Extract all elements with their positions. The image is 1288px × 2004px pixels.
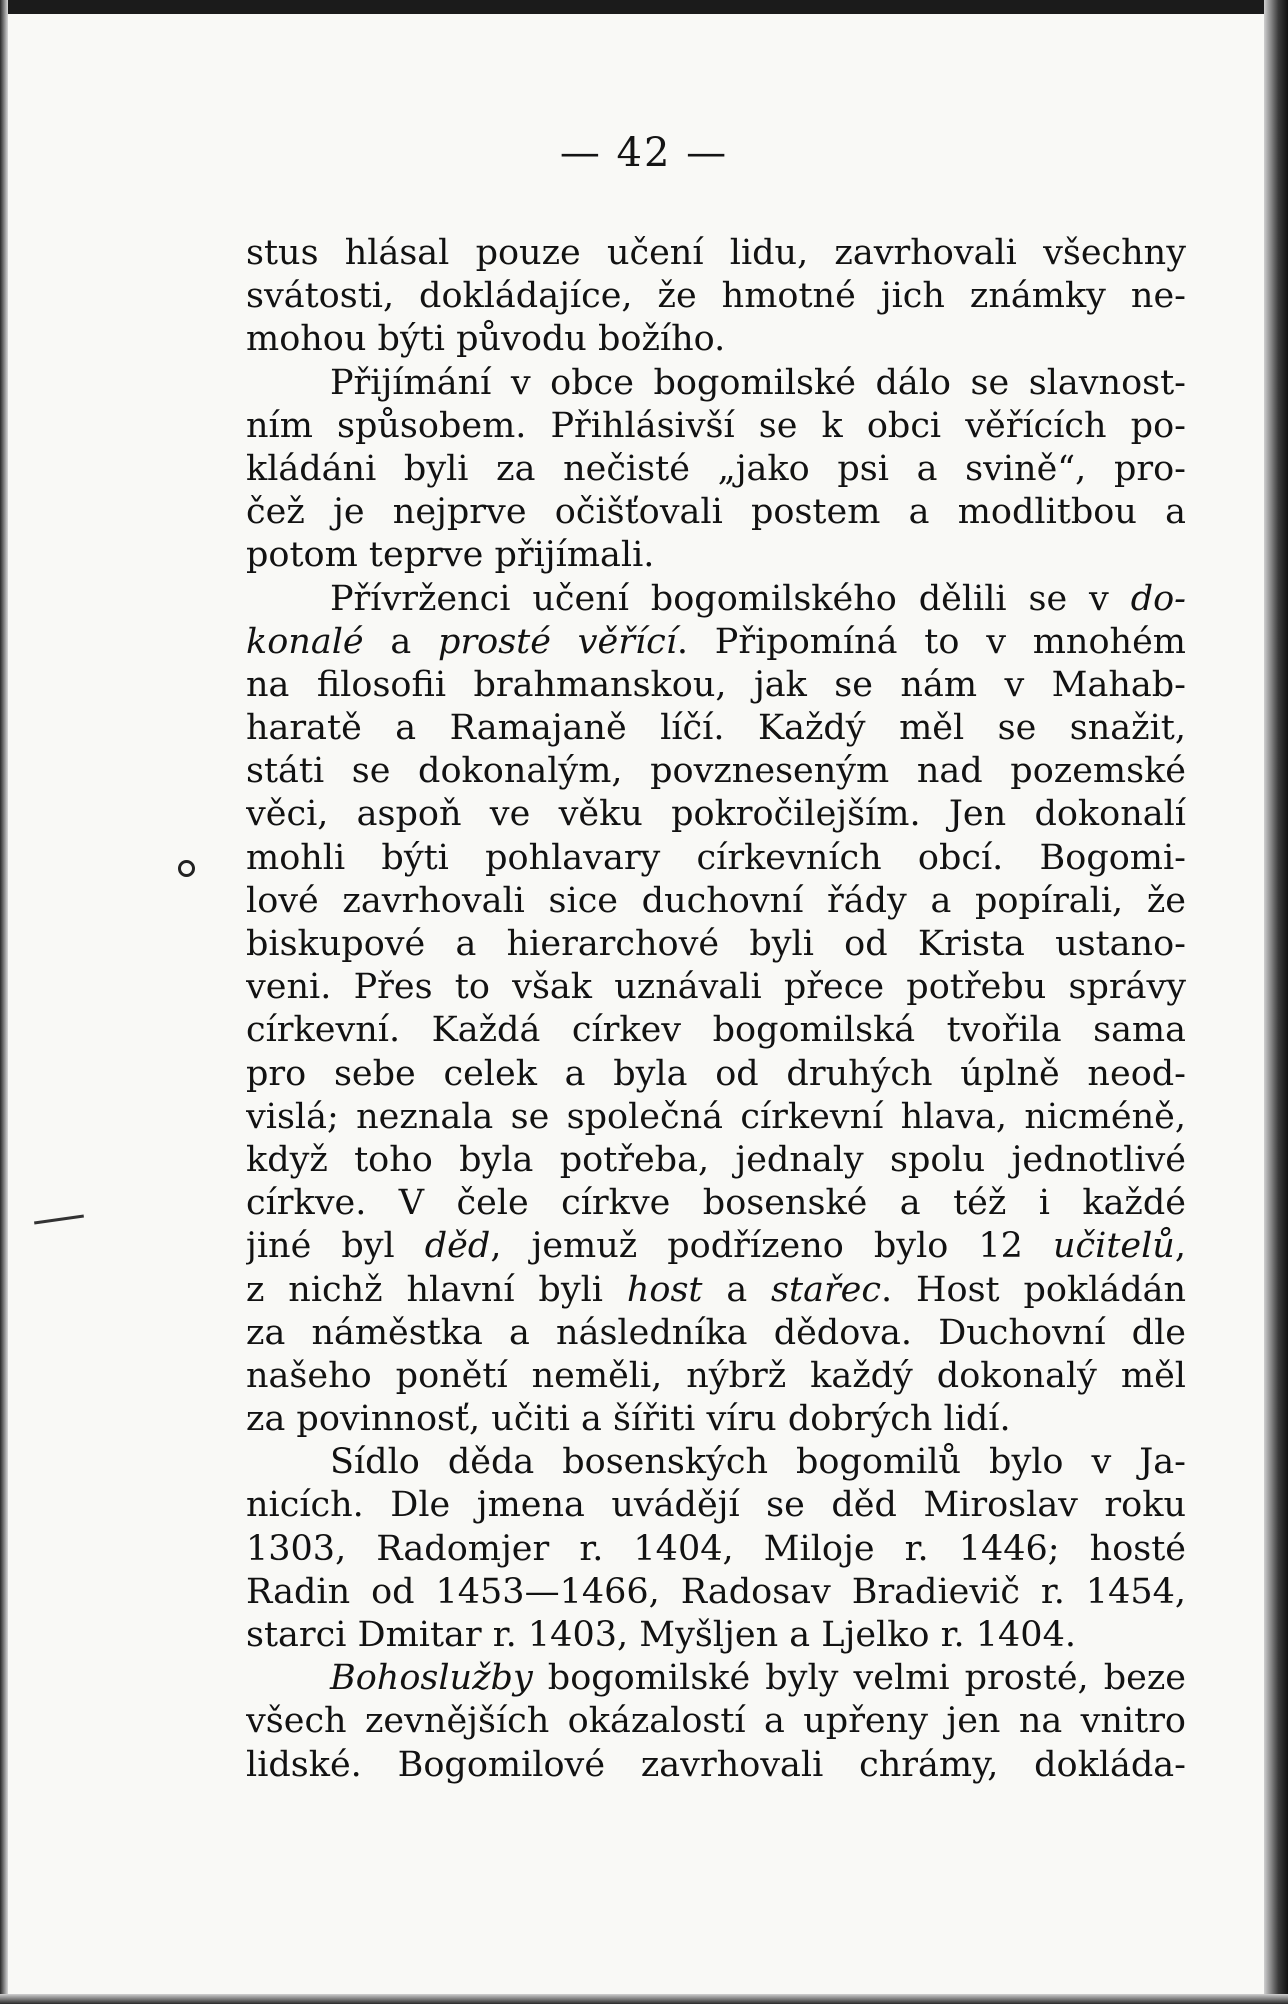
- italic-term: děd: [424, 1226, 491, 1267]
- margin-mark-circle: [178, 860, 195, 877]
- scan-edge-left: [0, 0, 8, 2004]
- text-line: za náměstka a následníka dědova. Duchovní dle: [246, 1312, 1186, 1353]
- text-line: lidské. Bogomilové zavrhovali chrámy, dokláda-: [246, 1744, 1186, 1785]
- text-line: vislá; neznala se společná církevní hlava, nicméně,: [246, 1096, 1186, 1137]
- body-text: [246, 232, 1186, 1787]
- italic-term: Bohoslužby: [330, 1658, 533, 1699]
- text-line: 1303, Radomjer r. 1404, Miloje r. 1446; hosté: [246, 1528, 1186, 1569]
- text-line: z nichž hlavní byli host a stařec. Host pokládán: [246, 1269, 1186, 1310]
- text-line: konalé a prosté věřící. Připomíná to v mnohém: [246, 621, 1186, 662]
- text-line: když toho byla potřeba, jednaly spolu jednotlivé: [246, 1139, 1186, 1180]
- text-line: starci Dmitar r. 1403, Myšljen a Ljelko r. 1404.: [246, 1615, 1076, 1655]
- text-line: církevní. Každá církev bogomilská tvořila sama: [246, 1010, 1186, 1051]
- margin-mark-dash: [34, 1215, 84, 1225]
- text-line: církve. V čele církve bosenské a též i každé: [246, 1183, 1186, 1224]
- text-line: věci, aspoň ve věku pokročilejším. Jen dokonalí: [246, 794, 1186, 835]
- text-line: mohou býti původu božího.: [246, 319, 726, 360]
- text-line: za povinnosť, učiti a šířiti víru dobrých lidí.: [246, 1399, 1011, 1440]
- text-line: našeho ponětí neměli, nýbrž každý dokonalý měl: [246, 1355, 1186, 1396]
- scan-edge-bottom: [0, 1994, 1288, 2004]
- text-line: mohli býti pohlavary církevních obcí. Bogomi-: [246, 837, 1186, 878]
- text-line: Sídlo děda bosenských bogomilů bylo v Ja-: [330, 1442, 1186, 1483]
- scan-edge-top: [0, 0, 1288, 14]
- text-line: biskupové a hierarchové byli od Krista ustano-: [246, 924, 1186, 964]
- text-line: pro sebe celek a byla od druhých úplně neod-: [246, 1053, 1186, 1094]
- text-line: veni. Přes to však uznávali přece potřebu správy: [246, 967, 1186, 1008]
- text-line: čež je nejprve očišťovali postem a modlitbou a: [246, 492, 1186, 533]
- text-line: Přijímání v obce bogomilské dálo se slavnost-: [330, 362, 1186, 403]
- text-line: Přívrženci učení bogomilského dělili se v do-: [330, 578, 1186, 619]
- italic-term: prosté věřící: [438, 621, 677, 662]
- text-line: všech zevnějších okázalostí a upřeny jen na vnitro: [246, 1701, 1186, 1742]
- text-line: státi se dokonalým, povzneseným nad pozemské: [246, 751, 1186, 792]
- text-line: na filosofii brahmanskou, jak se nám v Mahab-: [246, 664, 1186, 705]
- text-line: Radin od 1453—1466, Radosav Bradievič r. 1454,: [246, 1571, 1186, 1612]
- text-line: stus hlásal pouze učení lidu, zavrhovali všechny: [246, 233, 1186, 273]
- text-line: lové zavrhovali sice duchovní řády a popírali, že: [246, 880, 1186, 921]
- page-number: — 42 —: [559, 130, 729, 176]
- text-line: jiné byl děd, jemuž podřízeno bylo 12 učitelů,: [246, 1226, 1186, 1267]
- scan-edge-right: [1264, 0, 1288, 2004]
- text-line: haratě a Ramajaně líčí. Každý měl se snažit,: [246, 708, 1186, 749]
- italic-term: konalé: [246, 621, 364, 662]
- text-line: nicích. Dle jmena uvádějí se děd Miroslav roku: [246, 1485, 1186, 1526]
- italic-term: stařec: [771, 1269, 881, 1310]
- italic-term: učitelů: [1052, 1226, 1175, 1267]
- italic-term: do-: [1130, 578, 1186, 619]
- text-line: svátosti, dokládajíce, že hmotné jich známky ne-: [246, 276, 1186, 317]
- text-line: Bohoslužby bogomilské byly velmi prosté, beze: [330, 1658, 1186, 1699]
- text-line: kládáni byli za nečisté „jako psi a svině“, pro-: [246, 448, 1186, 489]
- text-line: ním spůsobem. Přihlásivší se k obci věřících po-: [246, 405, 1186, 446]
- text-line: potom teprve přijímali.: [246, 535, 655, 576]
- italic-term: host: [626, 1269, 703, 1310]
